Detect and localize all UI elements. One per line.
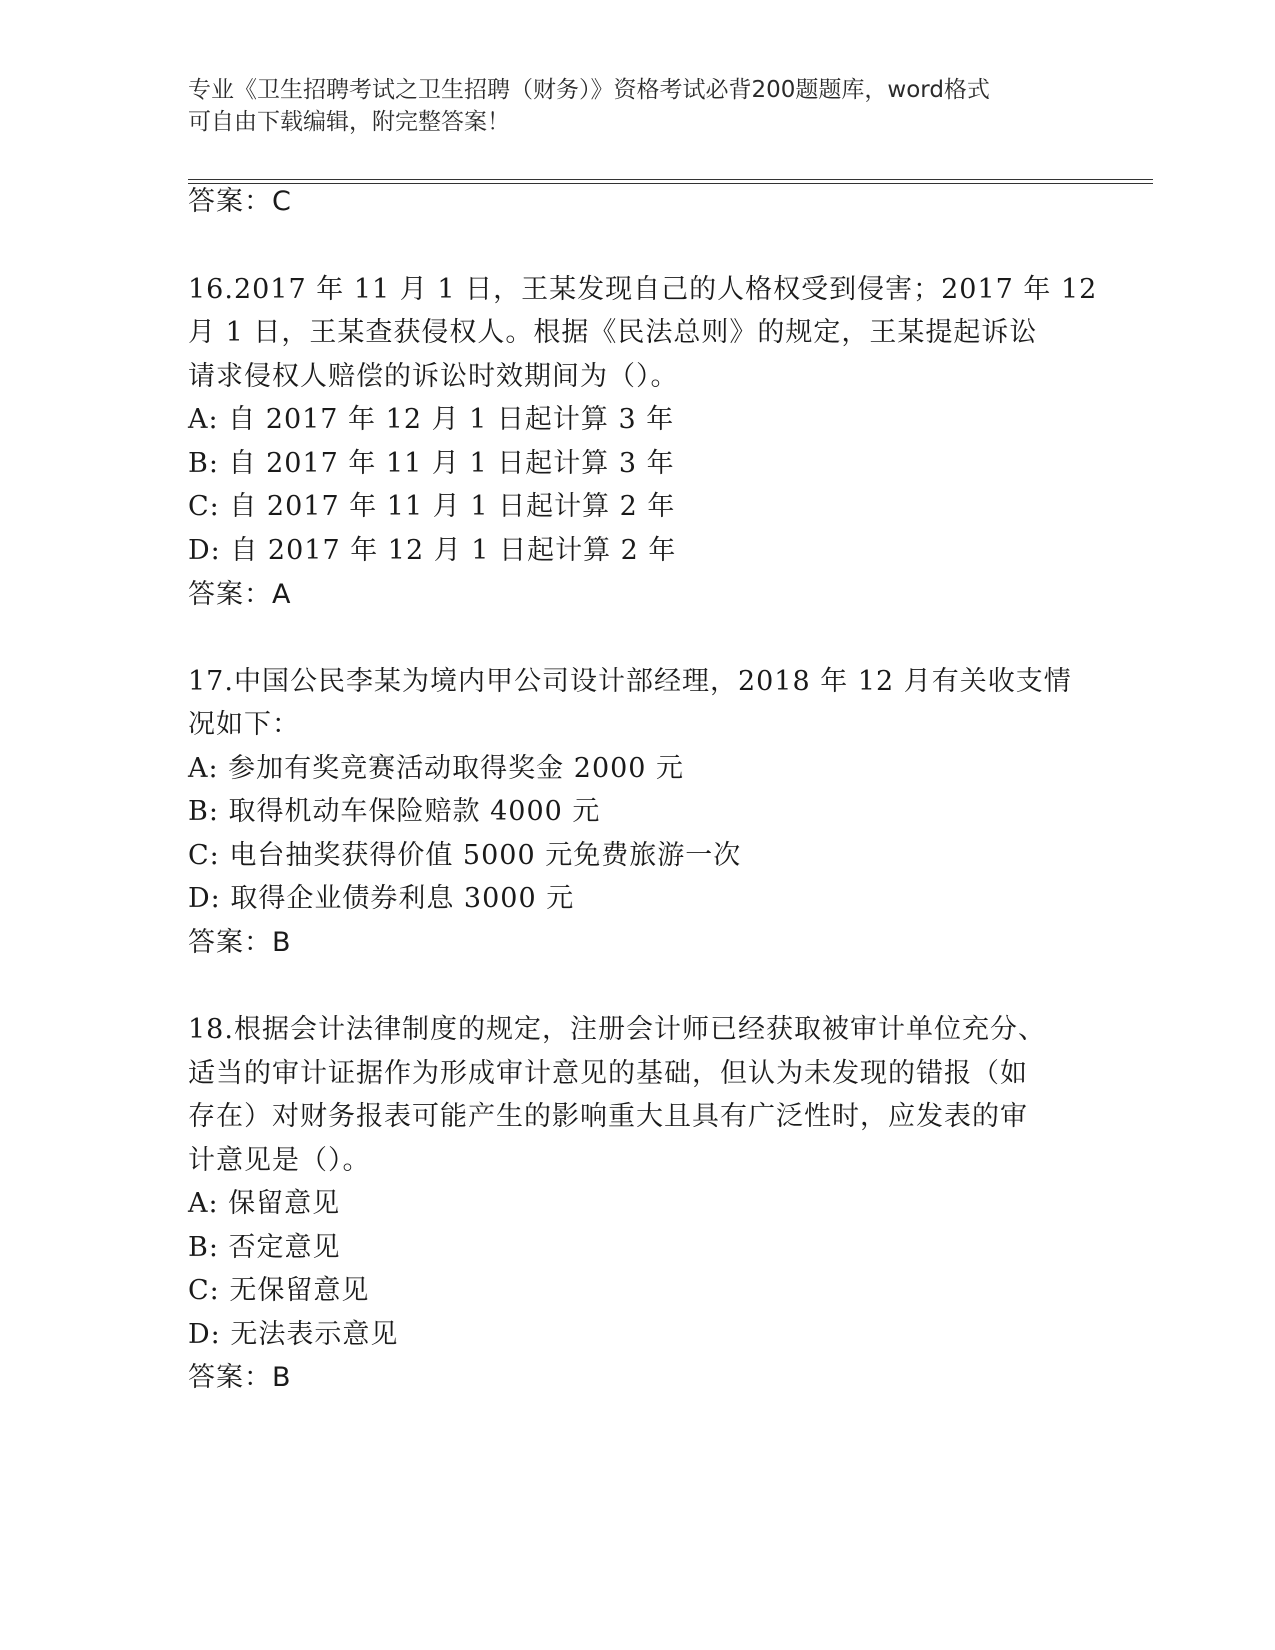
question-18-line-1: 18.根据会计法律制度的规定，注册会计师已经获取被审计单位充分、: [188, 1014, 1046, 1045]
question-17-line-2: 况如下：: [188, 709, 300, 740]
document-header: [188, 74, 1068, 138]
question-18-option-b: B: 否定意见: [188, 1232, 341, 1263]
header-line-2: 可自由下载编辑，附完整答案！: [188, 109, 510, 135]
header-rule-top: [188, 179, 1153, 180]
question-17-option-b: B: 取得机动车保险赔款 4000 元: [188, 796, 601, 827]
question-16-answer: 答案：A: [188, 579, 292, 610]
header-line-1: 专业《卫生招聘考试之卫生招聘（财务）》资格考试必背200题题库，word格式: [188, 77, 990, 103]
previous-answer: 答案：C: [188, 186, 292, 217]
question-17-option-a: A: 参加有奖竞赛活动取得奖金 2000 元: [188, 753, 685, 784]
question-16-line-3: 请求侵权人赔偿的诉讼时效期间为（）。: [188, 361, 679, 392]
question-17-option-c: C: 电台抽奖获得价值 5000 元免费旅游一次: [188, 840, 742, 871]
question-16-option-b: B: 自 2017 年 11 月 1 日起计算 3 年: [188, 448, 675, 479]
question-18-answer: 答案：B: [188, 1362, 292, 1393]
question-16-line-1: 16.2017 年 11 月 1 日，王某发现自己的人格权受到侵害；2017 年 12: [188, 274, 1098, 305]
question-18-option-a: A: 保留意见: [188, 1188, 341, 1219]
question-18-line-4: 计意见是（）。: [188, 1145, 371, 1176]
question-16-option-c: C: 自 2017 年 11 月 1 日起计算 2 年: [188, 491, 676, 522]
question-17-answer: 答案：B: [188, 927, 292, 958]
question-17-option-d: D: 取得企业债券利息 3000 元: [188, 883, 575, 914]
question-18-line-2: 适当的审计证据作为形成审计意见的基础，但认为未发现的错报（如: [188, 1058, 1028, 1089]
header-rule-bottom: [188, 183, 1153, 184]
question-17-line-1: 17.中国公民李某为境内甲公司设计部经理，2018 年 12 月有关收支情: [188, 666, 1072, 697]
question-16-line-2: 月 1 日，王某查获侵权人。根据《民法总则》的规定，王某提起诉讼: [188, 317, 1038, 348]
question-18-option-d: D: 无法表示意见: [188, 1319, 399, 1350]
question-18-option-c: C: 无保留意见: [188, 1275, 370, 1306]
question-18-line-3: 存在）对财务报表可能产生的影响重大且具有广泛性时，应发表的审: [188, 1101, 1028, 1132]
question-16-option-d: D: 自 2017 年 12 月 1 日起计算 2 年: [188, 535, 677, 566]
question-16-option-a: A: 自 2017 年 12 月 1 日起计算 3 年: [188, 404, 675, 435]
